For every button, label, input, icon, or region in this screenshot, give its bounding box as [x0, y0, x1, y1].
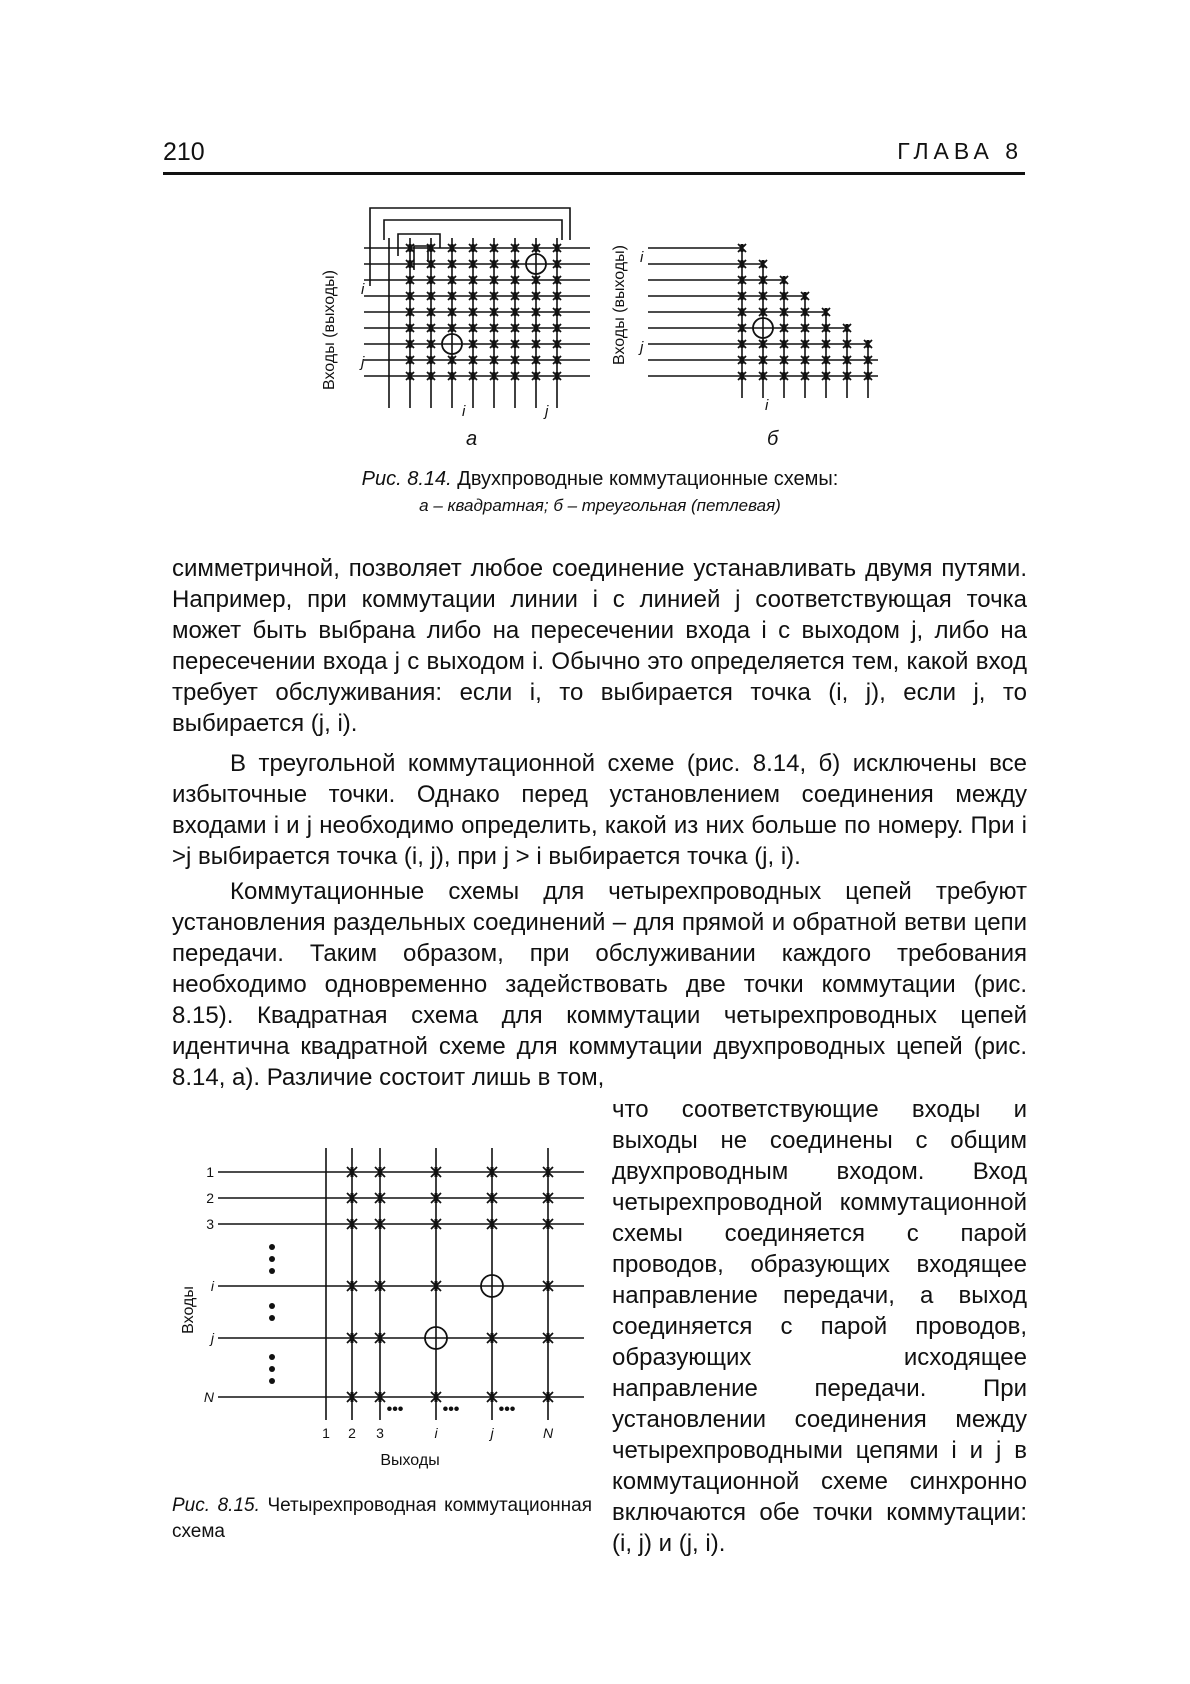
ellipsis-dot: [269, 1378, 275, 1384]
output-label: N: [542, 1425, 554, 1441]
column-ellipsis: •••: [442, 1401, 460, 1418]
input-label: 1: [206, 1164, 214, 1180]
row-label-i: i: [361, 281, 365, 298]
row-label-j: j: [361, 354, 365, 371]
input-label: i: [210, 1278, 214, 1294]
tri-row-label-i: i: [640, 249, 644, 266]
caption-prefix: Рис. 8.14.: [361, 468, 452, 490]
output-label: j: [490, 1425, 494, 1441]
caption-prefix: Рис. 8.15.: [172, 1495, 260, 1516]
ellipsis-dot: [269, 1268, 275, 1274]
right-axis-label: Входы (выходы): [611, 245, 628, 365]
input-label: 3: [206, 1216, 214, 1232]
active-crosspoint: [481, 1275, 503, 1297]
col-label-j: j: [545, 403, 549, 420]
page-number: 210: [163, 138, 205, 166]
caption-text: Двухпроводные коммутационные схемы:: [451, 468, 839, 490]
ellipsis-dot: [269, 1256, 275, 1262]
ellipsis-dot: [269, 1303, 275, 1309]
tri-col-label-i: i: [765, 397, 769, 414]
input-label: N: [203, 1389, 214, 1405]
paragraph-2: В треугольной коммутационной схеме (рис. 8.14, б) исключены все избыточные точки. Однако перед установлением соединения между входами i и j необходимо определить, какой из них больше по номеру. При i >j выбирается точка (i, j), при j > i выбирается точка (j, i).: [172, 750, 1027, 870]
outputs-label: Выходы: [380, 1452, 440, 1469]
output-label: 1: [322, 1425, 330, 1441]
figure-8-15-caption: [172, 1493, 592, 1545]
four-wire-switch-diagram: [204, 1148, 584, 1441]
ellipsis-dot: [269, 1244, 275, 1250]
output-label: 2: [348, 1425, 356, 1441]
ellipsis-dot: [269, 1354, 275, 1360]
output-label: 3: [376, 1425, 384, 1441]
paragraph-3: Коммутационные схемы для четырехпроводных цепей требуют установления раздельных соединений – для прямой и обратной ветви цепи передачи. Таким образом, при обслуживании каждого требования необходимо одновременно задействовать две точки коммутации (рис. 8.15). Квадратная схема для коммутации четырехпроводных цепей идентична квадратной схеме для коммутации двухпроводных цепей (рис. 8.14, а). Различие состоит лишь в том,: [172, 878, 1027, 1091]
inputs-label: Входы: [180, 1286, 197, 1334]
column-ellipsis: •••: [498, 1401, 516, 1418]
figure-8-14-subcaption: а – квадратная; б – треугольная (петлевая): [419, 496, 781, 515]
ellipsis-dot: [269, 1366, 275, 1372]
sub-label-a: а: [466, 428, 478, 450]
input-label: 2: [206, 1190, 214, 1206]
col-label-i: i: [462, 403, 466, 420]
tri-row-label-j: j: [640, 339, 644, 356]
column-ellipsis: •••: [386, 1401, 404, 1418]
paragraph-1: симметричной, позволяет любое соединение устанавливать двумя путями. Например, при коммутации линии i с линией j соответствующая точка может быть выбрана либо на пересечении входа i с выходом j, либо на пересечении входа j с выходом i. Обычно это определяется тем, какой вход требует обслуживания: если i, то выбирается точка (i, j), если j, то выбирается (j, i).: [172, 555, 1027, 737]
left-axis-label: Входы (выходы): [321, 270, 338, 390]
sub-label-b: б: [767, 428, 779, 450]
ellipsis-dot: [269, 1315, 275, 1321]
chapter-title: ГЛАВА 8: [897, 138, 1023, 164]
active-crosspoint: [425, 1327, 447, 1349]
output-label: i: [434, 1425, 438, 1441]
input-label: j: [210, 1330, 214, 1346]
caption-text: Четырехпроводная коммутационная схема: [172, 1495, 592, 1542]
paragraph-4: что соответствующие входы и выходы не соединены с общим двухпроводным входом. Вход четырехпроводной коммутационной схемы соединяется с парой проводов, образующих входящее направление передачи, а выход соединяется с парой проводов, образующих исходящее направление передачи. При установлении соединения между четырехпроводными цепями i и j в коммутационной схеме синхронно включаются обе точки коммутации: (i, j) и (j, i).: [612, 1096, 1027, 1557]
